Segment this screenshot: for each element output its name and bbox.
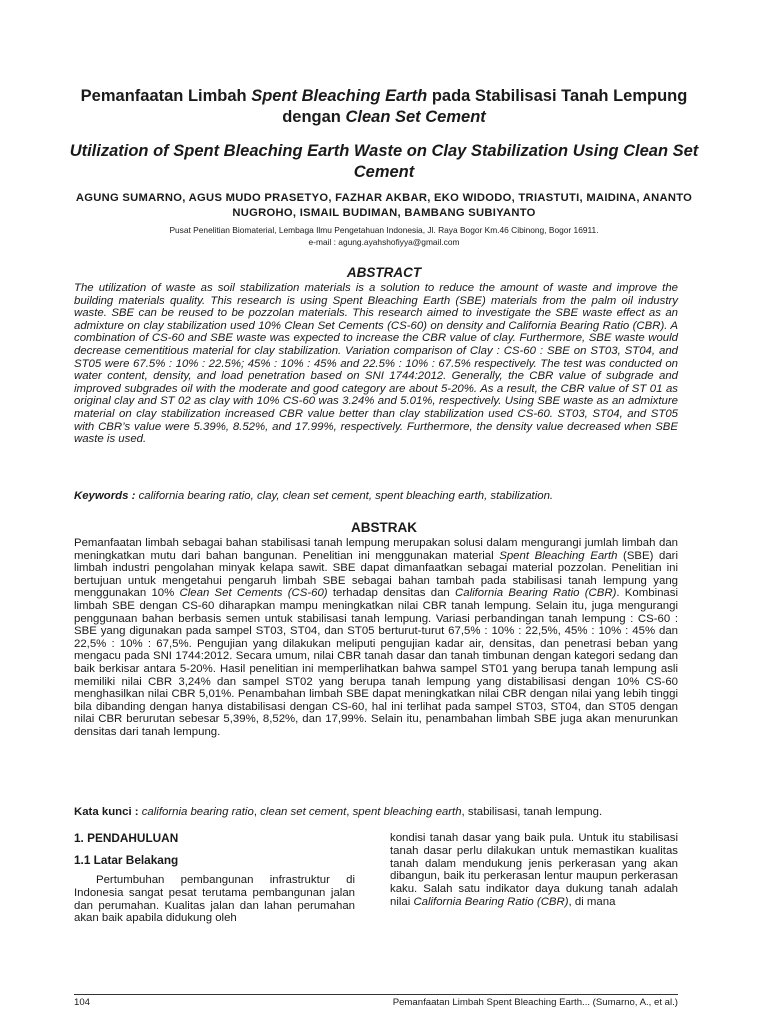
abstrak-part4: . Kombinasi limbah SBE dengan CS-60 diharapkan mampu meningkatkan nilai CBR tanah lempung. Selain itu, juga mengurangi penggunaan bahan berbasis semen untuk stabilisasi tanah lempung. Variasi perbandingan tanah lempung : CS-60 : SBE yang digunakan pada sampel ST03, ST04, dan ST05 berturut-turut 67,5% : 10% : 22,5%, 45% : 10% : 45% dan 22,5% : 10% : 67,5%. Pengujian yang dilakukan meliputi pengujian kadar air, densitas, dan penetrasi beban yang mengacu pada SNI 1744:2012. Secara umum, nilai CBR tanah dasar dan tanah timbunan dengan kategori sedang dan baik berkisar antara 5-20%. Hasil penelitian ini memperlihatkan bahwa sampel ST01 yang berupa tanah lempung asli memiliki nilai CBR 3,24% dan sampel ST02 yang berupa tanah lempung yang distabilisasi dengan 10% CS-60 menghasilkan nilai CBR 5,01%. Penambahan limbah SBE dapat meningkatkan nilai CBR dengan nilai yang lebih tinggi bila dibanding dengan hanya distabilisasi dengan CS-60, hal ini terlihat pada sampel ST03, ST04, dan ST05 dengan nilai CBR berurutan sebesar 5,39%, 8,52%, dan 17,99%. Selain itu, penambahan limbah SBE juga akan menurunkan densitas dari tanah lempung. xyxy=(74,587,678,738)
keywords-text: california bearing ratio, clay, clean set cement, spent bleaching earth, stabilization. xyxy=(135,490,554,502)
right-para-part1: kondisi tanah dasar yang baik pula. Untuk itu stabilisasi tanah dasar perlu dilakukan untuk memastikan kualitas tanah dalam mendukung jenis perkerasan yang akan dibangun, baik itu perkerasan lentur maupun perkerasan kaku. Salah satu indikator daya dukung tanah adalah nilai xyxy=(390,832,678,908)
footer-divider xyxy=(74,994,678,995)
abstrak-part3-italic: California Bearing Ratio (CBR) xyxy=(455,587,617,600)
abstrak-text xyxy=(74,537,678,739)
abstrak-heading: ABSTRAK xyxy=(351,520,417,535)
running-title: Pemanfaatan Limbah Spent Bleaching Earth... (Sumarno, A., et al.) xyxy=(392,997,678,1008)
page-number: 104 xyxy=(74,997,91,1008)
right-para-part2: , di mana xyxy=(568,895,616,908)
title-id-part2: Spent Bleaching Earth xyxy=(251,87,428,105)
keywords-label: Keywords : xyxy=(74,490,136,502)
right-para-italic: California Bearing Ratio (CBR) xyxy=(413,895,569,908)
subsection-heading: 1.1 Latar Belakang xyxy=(74,853,179,867)
kata-kunci-item-1: california bearing ratio xyxy=(138,806,254,818)
title-id-part3: pada Stabilisasi Tanah Lempung dengan xyxy=(282,87,688,126)
keywords-line xyxy=(74,490,678,503)
abstract-heading: ABSTRACT xyxy=(346,265,422,280)
author-list: AGUNG SUMARNO, AGUS MUDO PRASETYO, FAZHAR AKBAR, EKO WIDODO, TRIASTUTI, MAIDINA, ANANTO NUGROHO, ISMAIL BUDIMAN, BAMBANG SUBIYANTO xyxy=(75,192,693,219)
title-id-part4: Clean Set Cement xyxy=(345,108,486,126)
email: e-mail : agung.ayahshofiyya@gmail.com xyxy=(308,236,460,247)
title-id-part1: Pemanfaatan Limbah xyxy=(80,87,252,105)
title-english: Utilization of Spent Bleaching Earth Waste on Clay Stabilization Using Clean Set Cement xyxy=(69,142,699,181)
kata-kunci-rest: , stabilisasi, tanah lempung. xyxy=(461,806,603,818)
section-heading: 1. PENDAHULUAN xyxy=(74,831,179,845)
kata-kunci-sep-2: , xyxy=(346,806,353,818)
kata-kunci-label: Kata kunci : xyxy=(74,806,139,818)
abstrak-part1-italic: Spent Bleaching Earth xyxy=(499,549,618,562)
title-indonesian xyxy=(60,86,708,128)
abstract-text: The utilization of waste as soil stabilization materials is a solution to reduce the amount of waste and improve the building materials quality. This research is using Spent Bleaching Earth (SBE) materials from the palm oil industry waste. SBE can be reused to be pozzolan materials. This research aimed to investigate the SBE waste effect as an admixture on clay stabilization used 10% Clean Set Cements (CS-60) on density and California Bearing Ratio (CBR). A combination of CS-60 and SBE waste was expected to increase the CBR value of clay. Furthermore, SBE waste would decrease cementitious material for clay stabilization. Variation comparison of Clay : CS-60 : SBE on ST03, ST04, and ST05 were 67.5% : 10% : 22.5%; 45% : 10% : 45% and 22.5% : 10% : 67.5% respectively. The test was conducted on water content, density, and load penetration based on SNI 1744:2012. Generally, the CBR value of subgrade and improved subgrades oil with the moderate and good category are about 5-20%. As a result, the CBR value of ST 01 as original clay and ST 02 as clay with 10% CS-60 was 3.24% and 5.01%, respectively. Using SBE waste as an admixture material on clay stabilization increased CBR value better than clay stabilization used CS-60. ST03, ST04, and ST05 with CBR’s value were 5.39%, 8.52%, and 17.99%, respectively. Furthermore, the density value decreased when SBE waste is used. xyxy=(74,282,678,446)
abstrak-part3: terhadap densitas dan xyxy=(327,587,456,600)
kata-kunci-item-3: spent bleaching earth xyxy=(352,806,462,818)
right-column-paragraph xyxy=(390,832,678,909)
abstrak-part1: Pemanfaatan limbah sebagai bahan stabilisasi tanah lempung merupakan solusi dalam mengurangi jumlah limbah dan meningkatkan mutu dari bahan bangunan. Penelitian ini menggunakan material xyxy=(74,537,678,562)
affiliation: Pusat Penelitian Biomaterial, Lembaga Ilmu Pengetahuan Indonesia, Jl. Raya Bogor Km.46 Cibinong, Bogor 16911. xyxy=(169,225,599,235)
abstrak-part2: (SBE) dari limbah industri pengolahan minyak kelapa sawit. SBE dapat dimanfaatkan sebagai material pozzolan. Penelitian ini bertujuan untuk mengetahui pengaruh limbah SBE sebagai bahan tambah pada stabilisasi tanah lempung yang menggunakan 10% xyxy=(74,549,679,600)
kata-kunci-line xyxy=(74,806,678,819)
left-column-paragraph: Pertumbuhan pembangunan infrastruktur di Indonesia sangat pesat terutama pembangunan jalan dan perumahan. Kualitas jalan dan lahan perumahan akan baik apabila didukung oleh xyxy=(74,874,355,925)
kata-kunci-item-2: clean set cement xyxy=(260,806,347,818)
affiliation-block xyxy=(60,225,708,248)
kata-kunci-sep-1: , xyxy=(253,806,261,818)
abstrak-part2-italic: Clean Set Cements (CS-60) xyxy=(179,587,328,600)
